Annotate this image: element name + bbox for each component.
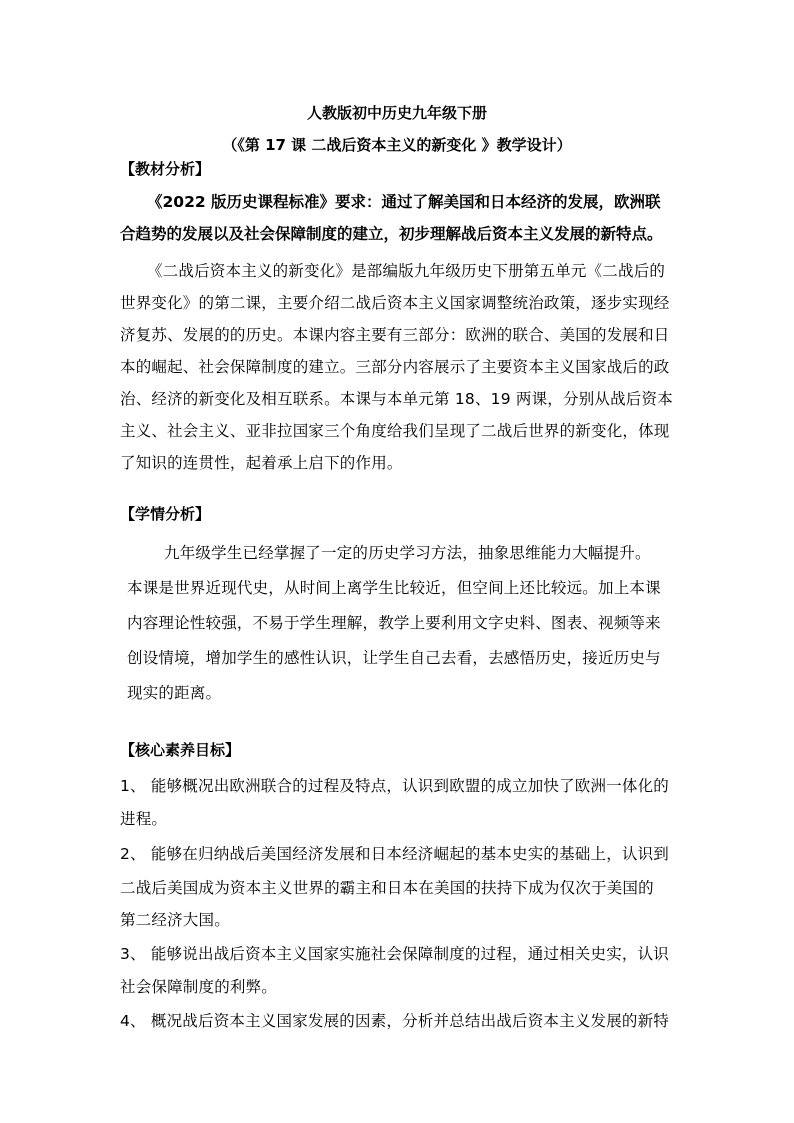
goal-item-line: 二战后美国成为资本主义世界的霸主和日本在美国的扶持下成为仅次于美国的 bbox=[120, 879, 654, 897]
goal-item-line: 3、 能够说出战后资本主义国家实施社会保障制度的过程，通过相关史实，认识 bbox=[120, 945, 669, 963]
paragraph-line: 治、经济的新变化及相互联系。本课与本单元第 18、19 两课，分别从战后资本 bbox=[120, 390, 673, 408]
paragraph-line: 济复苏、发展的的历史。本课内容主要有三部分：欧洲的联合、美国的发展和日 bbox=[120, 326, 670, 344]
paragraph-line: 现实的距离。 bbox=[127, 684, 222, 702]
goal-item-line: 第二经济大国。 bbox=[120, 911, 230, 929]
goal-item-line: 1、 能够概况出欧洲联合的过程及特点，认识到欧盟的成立加快了欧洲一体化的 bbox=[120, 777, 669, 795]
section-heading-textbook-analysis: 【教材分析】 bbox=[120, 160, 211, 178]
document-subtitle: （《第 17 课 二战后资本主义的新变化 》教学设计） bbox=[222, 136, 572, 154]
paragraph-line: 了知识的连贯性，起着承上启下的作用。 bbox=[120, 454, 403, 472]
goal-item-line: 进程。 bbox=[120, 810, 168, 828]
section-heading-learner-analysis: 【学情分析】 bbox=[120, 505, 211, 523]
paragraph-line: 内容理论性较强，不易于学生理解，教学上要利用文字史料、图表、视频等来 bbox=[127, 614, 661, 632]
paragraph-line: 《二战后资本主义的新变化》是部编版九年级历史下册第五单元《二战后的 bbox=[147, 262, 666, 280]
paragraph-line: 创设情境，增加学生的感性认识，让学生自己去看，去感悟历史，接近历史与 bbox=[127, 649, 661, 667]
goal-item-line: 4、 概况战后资本主义国家发展的因素，分析并总结出战后资本主义发展的新特 bbox=[120, 1012, 669, 1030]
paragraph-line: 本的崛起、社会保障制度的建立。三部分内容展示了主要资本主义国家战后的政 bbox=[120, 358, 670, 376]
document-title: 人教版初中历史九年级下册 bbox=[306, 104, 487, 122]
section-heading-core-competency-goals: 【核心素养目标】 bbox=[120, 741, 241, 759]
paragraph-line: 九年级学生已经掌握了一定的历史学习方法，抽象思维能力大幅提升。 bbox=[164, 544, 651, 562]
curriculum-standard-line: 《2022 版历史课程标准》要求：通过了解美国和日本经济的发展，欧洲联 bbox=[147, 193, 661, 211]
paragraph-line: 本课是世界近现代史，从时间上离学生比较近，但空间上还比较远。加上本课 bbox=[127, 579, 661, 597]
curriculum-standard-line: 合趋势的发展以及社会保障制度的建立，初步理解战后资本主义发展的新特点。 bbox=[120, 225, 663, 243]
paragraph-line: 主义、社会主义、亚非拉国家三个角度给我们呈现了二战后世界的新变化，体现 bbox=[120, 422, 670, 440]
goal-item-line: 2、 能够在归纳战后美国经济发展和日本经济崛起的基本史实的基础上，认识到 bbox=[120, 845, 669, 863]
goal-item-line: 社会保障制度的利弊。 bbox=[120, 978, 278, 996]
paragraph-line: 世界变化》的第二课，主要介绍二战后资本主义国家调整统治政策，逐步实现经 bbox=[120, 294, 670, 312]
